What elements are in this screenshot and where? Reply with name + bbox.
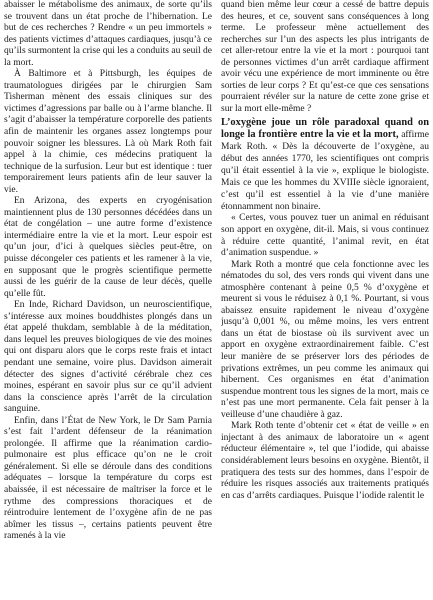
paragraph: abaisser le métabolisme des animaux, de sorte qu’ils se trouvent dans un état proche de l’hibernation. Le but de ces recherches ? Rendre « un peu immortels » des patients victimes d’attaques cardiaques, jusqu’à ce qu’ils surmontent la crise qui les a conduits au seuil de la mort. xyxy=(4,0,212,68)
paragraph: En Arizona, des experts en cryogénisation maintiennent plus de 130 personnes décédées dans un état de congélation – une autre forme d’existence intermédiaire entre la vie et la mort. Leur espoir est qu’un jour, d’ici à quelques siècles peut-être, on puisse décongeler ces patients et les ramener à la vie, en supposant que le progrès scientifique permette aussi de les guérir de la cause de leur décès, quelle qu’elle fût. xyxy=(4,196,212,299)
right-column xyxy=(221,0,429,600)
paragraph: « Certes, vous pouvez tuer un animal en réduisant son apport en oxygène, dit-il. Mais, si vous continuez à réduire cette quantité, l’animal revit, en état d’animation suspendue. » xyxy=(221,213,429,259)
paragraph: Mark Roth a montré que cela fonctionne avec les nématodes du sol, des vers ronds qui vivent dans une atmosphère contenant à peine 0,5 % d’oxygène et meurent si vous le réduisez à 0,1 %. Pourtant, si vous abaissez ensuite rapidement le niveau d’oxygène jusqu’à 0,001 %, ou même moins, les vers entrent dans un état de biostase où ils survivent avec un apport en oxygène extraordinairement faible. C’est leur manière de se préserver lors des périodes de privations extrêmes, un peu comme les animaux qui hibernent. Ces organismes en état d’animation suspendue montrent tous les signes de la mort, mais ce n’est pas une mort permanente. Cela fait penser à la veilleuse d’une chaudière à gaz. xyxy=(221,259,429,420)
paragraph: À Baltimore et à Pittsburgh, les équipes de traumatologues dirigées par le chirurgien Sam Tisherman mènent des essais cliniques sur des victimes d’agressions par balle ou à l’arme blanche. Il s’agit d’abaisser la température corporelle des patients afin de maintenir les organes assez longtemps pour pouvoir soigner les blessures. Là où Mark Roth fait appel à la chimie, ces médecins pratiquent la technique de la surfusion. Leur but est identique : tuer temporairement leurs patients afin de leur sauver la vie. xyxy=(4,69,212,195)
column-gutter xyxy=(216,0,217,600)
magazine-page xyxy=(4,0,429,600)
left-column xyxy=(4,0,212,600)
paragraph: Enfin, dans l’État de New York, le Dr Sam Parnia s’est fait l’ardent défenseur de la réanimation prolongée. Il affirme que la réanimation cardio-pulmonaire est plus efficace qu’on ne le croit généralement. Si elle se déroule dans des conditions adéquates – lorsque la température du corps est abaissée, il est nécessaire de maîtriser la force et le rythme des compressions thoraciques et de réintroduire lentement de l’oxygène afin de ne pas abîmer les tissus –, certains patients peuvent être ramenés à la vie xyxy=(4,415,212,542)
paragraph: En Inde, Richard Davidson, un neuroscientifique, s’intéresse aux moines bouddhistes plongés dans un état appelé thukdam, semblable à de la méditation, dans lequel les preuves biologiques de vie des moines qui ont disparu alors que le corps reste frais et intact pendant une semaine, voire plus. Davidson aimerait détecter des signes d’activité cérébrale chez ces moines, espérant en savoir plus sur ce qu’il advient dans la conscience après l’arrêt de la circulation sanguine. xyxy=(4,300,212,415)
paragraph: Mark Roth tente d’obtenir cet « état de veille » en injectant à des animaux de laboratoire un « agent réducteur élémentaire », tel que l’iodide, qui abaisse considérablement leurs besoins en oxygène. Bientôt, il pratiquera des tests sur des hommes, dans l’espoir de réduire les risques associés aux traitements pratiqués en cas d’arrêts cardiaques. Puisque l’iodide ralentit le xyxy=(221,421,429,501)
lead-bold-text: L’oxygène joue un rôle paradoxal quand on longe la frontière entre la vie et la mort, xyxy=(221,117,429,141)
lead-body-text: affirme Mark Roth. « Dès la découverte de l’oxygène, au début des années 1770, les scientifiques ont compris qu’il était essentiel à la vie », explique le biologiste. Mais ce que les hommes du XVIIIe siècle ignoraient, c’est qu’il est essentiel à la vie d’une manière étonnamment non binaire. xyxy=(221,130,429,213)
lead-paragraph xyxy=(221,117,429,213)
paragraph: quand bien même leur cœur a cessé de battre depuis des heures, et ce, souvent sans conséquences à long terme. Le professeur mène actuellement des recherches sur l’un des aspects les plus intrigants de cet aller-retour entre la vie et la mort : pourquoi tant de personnes victimes d’un arrêt cardiaque affirment avoir vécu une expérience de mort imminente ou être sorties de leur corps ? Et qu’est-ce que ces sensations pourraient révéler sur la nature de cette zone grise et sur la mort elle-même ? xyxy=(221,0,429,114)
